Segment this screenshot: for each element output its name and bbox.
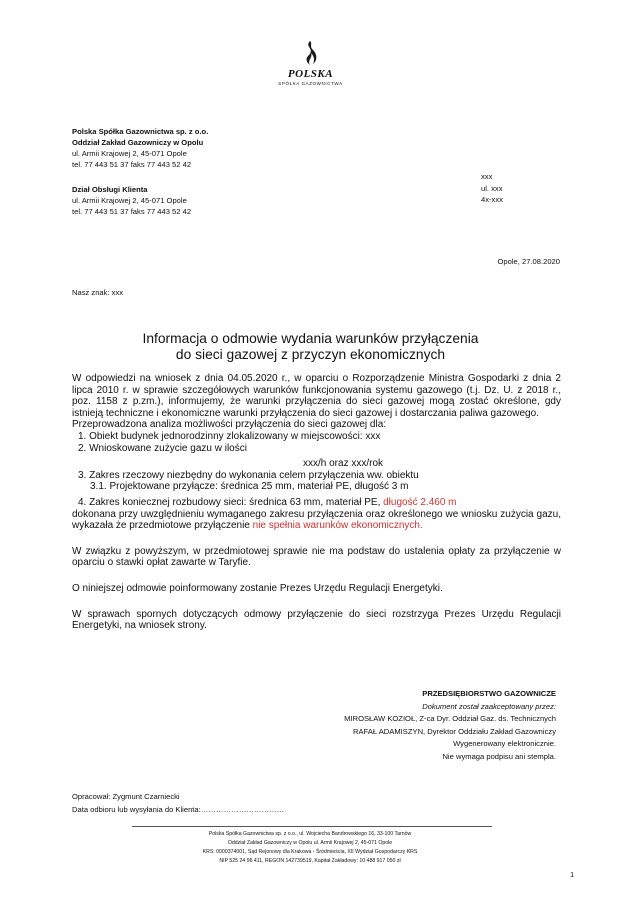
signature-no-stamp: Nie wymaga podpisu ani stempla. (442, 751, 556, 761)
letter-date: Opole, 27.08.2020 (497, 257, 560, 266)
item-4 (72, 497, 561, 509)
signature-person-1: MIROSŁAW KOZIOŁ, Z-ca Dyr. Oddział Gaz. ds. Technicznych (344, 714, 556, 723)
analysis-heading: Przeprowadzona analiza możliwości przyłączenia do sieci gazowej dla: (72, 419, 387, 431)
sender-phone: tel. 77 443 51 37 faks 77 443 52 42 (72, 160, 192, 169)
sender-block (72, 126, 208, 217)
item-4-length: długość 2.460 m (380, 496, 457, 508)
letter-title (60, 331, 561, 363)
company-logo (0, 40, 621, 86)
signature-generated: Wygenerowany elektronicznie. (453, 739, 556, 748)
brand-name: POLSKA (287, 68, 334, 80)
sender-company: Polska Spółka Gazownictwa sp. z o.o. (72, 127, 209, 136)
recipient-block (481, 171, 503, 206)
prepared-block (72, 790, 284, 816)
conclusion-result: nie spełnia warunków ekonomicznych. (249, 520, 423, 532)
conclusion-paragraph (72, 509, 561, 532)
intro-paragraph: W odpowiedzi na wniosek z dnia 04.05.2020 r., w oparciu o Rozporządzenie Ministra Gospodarki z dnia 2 lipca 2010 r. w sprawie szczegółowych warunków funkcjonowania systemu gazowego (t.j. Dz. U. z 2018 r., poz. 1158 z p.zm.), informujemy, że warunki przyłączenia do sieci gazowej mogą zostać określone, gdy istnieją techniczne i ekonomiczne warunki przyłączenia do sieci gazowej i dostarczania paliwa gazowego. (72, 373, 561, 419)
sender-dept-address: ul. Armii Krajowej 2, 45-071 Opole (72, 196, 187, 205)
footer-line-2: Oddział Zakład Gazowniczy w Opolu ul. Armii Krajowej 2, 45-071 Opole (227, 840, 393, 846)
flame-logo-icon (301, 40, 321, 66)
signature-block (240, 688, 556, 763)
title-line-2: do sieci gazowej z przyczyn ekonomicznych (175, 347, 446, 362)
item-3-1: 3.1. Projektowane przyłącze: średnica 25 mm, materiał PE, długość 3 m (90, 481, 409, 493)
page-number: 1 (570, 870, 575, 879)
brand-subtitle: SPÓŁKA GAZOWNICTWA (278, 81, 343, 86)
item-1: 1. Obiekt budynek jednorodzinny zlokalizowany w miejscowości: xxx (78, 430, 381, 442)
fee-paragraph: W związku z powyższym, w przedmiotowej sprawie nie ma podstaw do ustalenia opłaty za przyłączenie w oparciu o stawki opłat zawarte w Taryfie. (72, 545, 561, 569)
footer (120, 830, 500, 866)
recipient-city: 4x-xxx (481, 195, 503, 204)
letter-body (72, 373, 561, 632)
sent-date: Data odbioru lub wysyłania do Klienta:…………………………… (72, 805, 285, 814)
prepared-by: Opracował: Zygmunt Czarniecki (72, 792, 180, 801)
item-3: 3. Zakres rzeczowy niezbędny do wykonania celem przyłączenia ww. obiektu (78, 469, 419, 481)
footer-divider (132, 826, 492, 827)
sender-dept-phone: tel. 77 443 51 37 faks 77 443 52 42 (72, 207, 192, 216)
signature-accepted: Dokument został zaakceptowany przez: (422, 701, 556, 711)
item-2: 2. Wnioskowane zużycie gazu w ilości (78, 442, 247, 454)
conclusion-text: dokonana przy uwzględnieniu wymaganego zakresu przyłączenia oraz określonego we wniosku zużycia gazu, wykazała że przedmiotowe przyłączenie (72, 508, 561, 532)
footer-line-4: NIP 525 24 96 411, REGON 142739519, Kapitał Zakładowy: 10 488 917 050 zł (219, 858, 401, 864)
footer-line-3: KRS: 0000374001, Sąd Rejonowy dla Krakowa - Śródmieścia, XII Wydział Gospodarczy KRS (202, 849, 418, 855)
sender-address: ul. Armii Krajowej 2, 45-071 Opole (72, 149, 187, 158)
item-2-values: xxx/h oraz xxx/rok (303, 458, 384, 470)
reference-number: Nasz znak: xxx (72, 288, 124, 297)
recipient-street: ul. xxx (481, 183, 503, 193)
sender-dept: Dział Obsługi Klienta (72, 185, 148, 194)
item-4-text: 4. Zakres koniecznej rozbudowy sieci: średnica 63 mm, materiał PE, (78, 496, 381, 508)
sender-division: Oddział Zakład Gazowniczy w Opolu (72, 138, 204, 147)
disputes-paragraph: W sprawach spornych dotyczących odmowy przyłączenie do sieci rozstrzyga Prezes Urzędu Regulacji Energetyki, na wniosek strony. (72, 608, 561, 632)
title-line-1: Informacja o odmowie wydania warunków przyłączenia (142, 331, 479, 346)
footer-line-1: Polska Spółka Gazownictwa sp. z o.o., ul. Wojciecha Bandrowskiego 16, 33-100 Tarnów (208, 831, 412, 837)
recipient-name: xxx (481, 172, 493, 181)
signature-company: PRZEDSIĘBIORSTWO GAZOWNICZE (422, 689, 556, 698)
ure-paragraph: O niniejszej odmowie poinformowany zostanie Prezes Urzędu Regulacji Energetyki. (72, 582, 443, 594)
signature-person-2: RAFAŁ ADAMISZYN, Dyrektor Oddziału Zakład Gazowniczy (353, 726, 556, 736)
